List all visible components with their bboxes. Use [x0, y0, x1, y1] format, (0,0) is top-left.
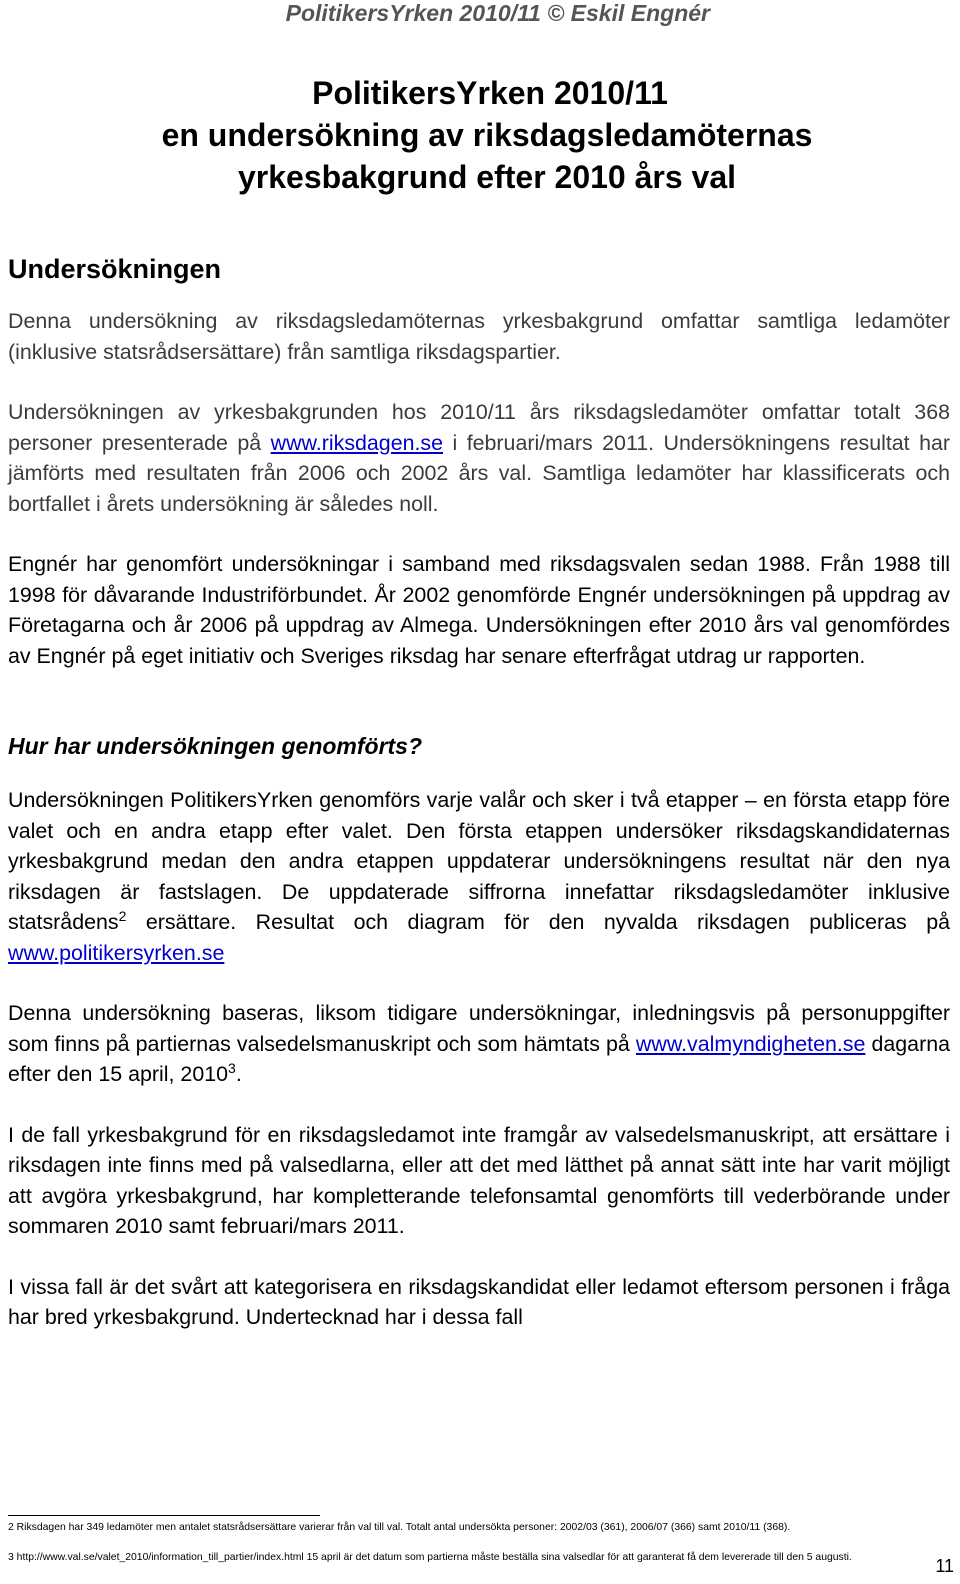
title-line-2: [0, 114, 960, 156]
footnotes: [8, 1521, 958, 1581]
paragraph-text: .: [235, 1062, 242, 1086]
page-number: 11: [935, 1556, 954, 1576]
document-title: [0, 72, 960, 198]
politikersyrken-link[interactable]: www.politikersyrken.se: [8, 940, 225, 965]
paragraph: I de fall yrkesbakgrund för en riksdagsledamot inte framgår av valsedelsmanuskript, att ersättare i riksdagen inte finns med på valsedlarna, eller att det med lätthet på annat sätt inte har varit möjligt att avgöra yrkesbakgrund, har kompletterande telefonsamtal genomförts till vederbörande under sommaren 2010 samt februari/mars 2011.: [8, 1122, 950, 1238]
title-line-1: PolitikersYrken 2010/11: [312, 75, 668, 111]
footnote-2: 2 Riksdagen har 349 ledamöter men antalet statsrådsersättare varierar från val till val. Totalt antal undersökta personer: 2002/03 (361), 2006/07 (366) samt 2010/11 (368).: [8, 1522, 791, 1533]
paragraph-text: ersättare. Resultat och diagram för den nyvalda riksdagen publiceras på: [126, 910, 950, 934]
footnote-divider: [8, 1515, 320, 1516]
paragraph-text: Undersökningen av yrkesbakgrunden hos 2010/11 års riksdagsledamöter omfattar totalt 368 personer presenterade på: [8, 400, 950, 455]
footnote-ref: 3: [228, 1059, 236, 1076]
paragraph: [8, 998, 950, 1090]
title-line-2-text: en undersökning av riksdagsledamöternas: [161, 117, 813, 153]
valmyndigheten-link[interactable]: www.valmyndigheten.se: [635, 1031, 866, 1056]
paragraph: Engnér har genomfört undersökningar i samband med riksdagsvalen sedan 1988. Från 1988 till 1998 för dåvarande Industriförbundet. År 2002 genomförde Engnér undersökningen på uppdrag av Företagarna och år 2006 på uppdrag av Almega. Undersökningen efter 2010 års val genomfördes av Engnér på eget initiativ och Sveriges riksdag har senare efterfrågat utdrag ur rapporten.: [8, 552, 950, 668]
paragraph: Denna undersökning av riksdagsledamöternas yrkesbakgrund omfattar samtliga ledamöter (inklusive statsrådsersättare) från samtliga riksdagspartier.: [8, 309, 950, 364]
paragraph: I vissa fall är det svårt att kategorisera en riksdagskandidat eller ledamot eftersom personen i fråga har bred yrkesbakgrund. Undertecknad har i dessa fall: [8, 1274, 950, 1329]
paragraph-text: dagarna efter den 15 april, 2010: [8, 1031, 950, 1086]
riksdagen-link[interactable]: www.riksdagen.se: [270, 430, 444, 455]
footnote-ref: 2: [118, 907, 127, 924]
section-heading-undersokningen: Undersökningen: [8, 254, 222, 284]
footnote-3: 3 http://www.val.se/valet_2010/information_till_partier/index.html 15 april är det datum som partierna måste beställa sina valsedlar för att garanterat få dem levererade till den 5 augusti.: [8, 1552, 852, 1563]
document-body: [8, 252, 950, 1363]
paragraph: [8, 785, 950, 968]
running-header-text: PolitikersYrken 2010/11 © Eskil Engnér: [285, 0, 710, 26]
title-line-3: yrkesbakgrund efter 2010 års val: [237, 159, 737, 195]
paragraph-text: Undersökningen PolitikersYrken genomförs varje valår och sker i två etapper – en första etapp före valet och en andra etapp efter valet. Den första etappen undersöker riksdagskandidaternas yrkesbakgrund medan den andra etappen uppdaterar undersökningens resultat när den nya riksdagen är fastslagen. De uppdaterade siffrorna innefattar riksdagsledamöter inklusive statsrådens: [8, 788, 950, 934]
section-heading-genomforts: Hur har undersökningen genomförts?: [8, 733, 423, 759]
paragraph-text: Denna undersökning baseras, liksom tidigare undersökningar, inledningsvis på personuppgifter som finns på partiernas valsedelsmanuskript och som hämtats på: [8, 1001, 950, 1056]
running-header: [0, 0, 960, 28]
paragraph-text: i februari/mars 2011. Undersökningens resultat har jämförts med resultaten från 2006 och 2002 års val. Samtliga ledamöter har klassificerats och bortfallet i årets undersökning är således noll.: [8, 430, 950, 516]
paragraph: [8, 397, 950, 519]
